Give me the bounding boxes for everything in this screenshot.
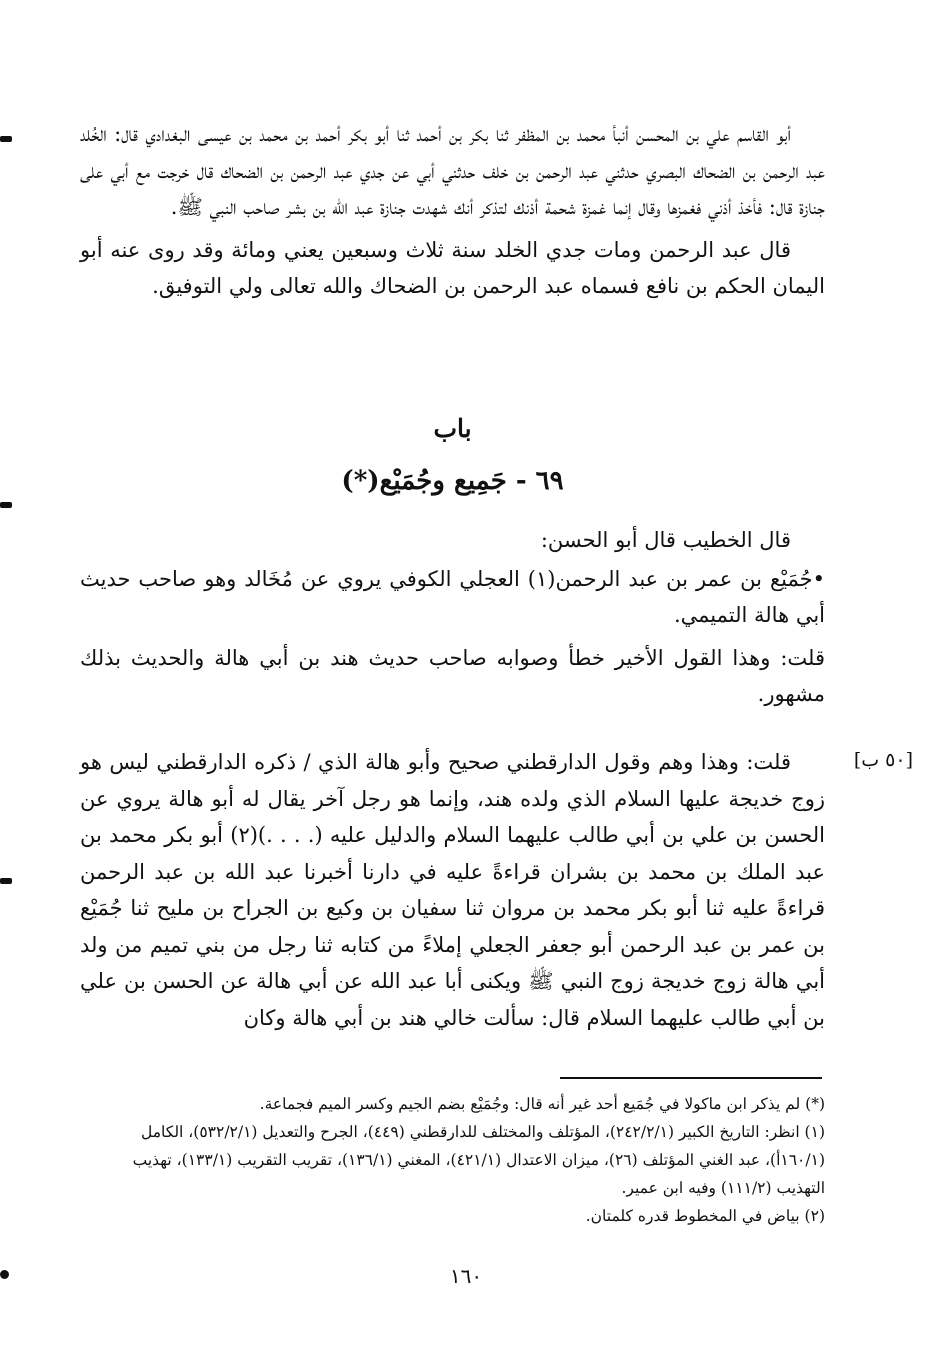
paragraph: قلت: وهذا القول الأخير خطأ وصوابه صاحب حديث هند بن أبي هالة والحديث بذلك مشهور. [80,645,826,706]
footnotes [80,1090,825,1230]
paragraph: أبو القاسم علي بن المحسن أنبأ محمد بن المظفر ثنا بكر بن أحمد ثنا أبو بكر أحمد بن محمد بن عيسى البغدادي قال: الخُلد عبد الرحمن بن الضحاك البصري حدثني عبد الرحمن بن خلف حدثني أبي عن جدي عبد الرحمن بن الضحاك قال خرجت مع أبي على جنازة قال: فأخذ أذني فغمزها وقال إنما غمزة شحمة أذنك لتذكر أنك شهدت جنازة عبد الله بن بشر صاحب النبي ﷺ. [80,122,825,219]
folio-marker: [٥٠ ب] [853,749,913,771]
bottom-text-block [80,744,825,1036]
footnote: (*) لم يذكر ابن ماكولا في جُمَيع أحد غير أنه قال: وجُمَيْع بضم الجيم وكسر الميم فجماعة. [259,1095,825,1113]
paragraph: قال الخطيب قال أبو الحسن: [540,528,791,552]
paragraph: قلت: وهذا وهم وقول الدارقطني صحيح وأبو هالة الذي / ذكره الدارقطني ليس هو زوج خديجة عليها السلام الذي ولده هند، وإنما هو رجل آخر يقال له أبو هالة يروي عن الحسن بن علي بن أبي طالب عليهما السلام والدليل عليه (. . . .)(٢) أبو بكر محمد بن عبد الملك بن محمد بن بشران قراءةً عليه في دارنا أخبرنا عبد الله بن عبد الرحمن قراءةً عليه ثنا أبو بكر محمد بن مروان ثنا سفيان بن وكيع بن الجراح بن مليح ثنا جُمَيْع بن عمر بن عبد الرحمن أبو جعفر الجعلي إملاءً من كتابه ثنا رجل من بني تميم من ولد أبي هالة زوج خديجة زوج النبي ﷺ ويكنى أبا عبد الله عن أبي هالة عن الحسن بن علي بن أبي طالب عليهما السلام قال: سألت خالي هند بن أبي هالة وكان [80,750,825,1030]
entry-title: ٦٩ - جَمِيع وجُمَيْع(*) [341,466,564,496]
paragraph: قال عبد الرحمن ومات جدي الخلد سنة ثلاث وسبعين يعني ومائة وقد روى عنه أبو اليمان الحكم بن نافع فسماه عبد الرحمن بن الضحاك والله تعالى ولي التوفيق. [80,237,825,298]
footnote: (١) انظر: التاريخ الكبير (٢٤٢/٢/١)، المؤتلف والمختلف للدارقطني (٤٤٩)، الجرح والتعديل (٥٣٢/٢/١)، الكامل (١٦٠/١أ)، عبد الغني المؤتلف (٢٦)، ميزان الاعتدال (٤٢١/١)، المغني (١٣٦/١)، تقريب التقريب (١٣٣/١)، تهذيب التهذيب (١١١/٢) وفيه ابن عمير. [132,1123,825,1197]
margin-mark [0,502,12,508]
margin-mark [0,878,12,884]
margin-mark [0,136,12,142]
top-text-block [80,116,825,305]
section-heading-bab: باب [433,414,472,443]
middle-text-block [80,522,825,713]
footnote: (٢) بياض في المخطوط قدره كلمتان. [585,1207,825,1225]
footnote-separator [560,1077,822,1079]
page-number: ١٦٠ [449,1264,483,1288]
paragraph: •جُمَيْع بن عمر بن عبد الرحمن(١) العجلي الكوفي يروي عن مُخَالد وهو صاحب حديث أبي هالة التميمي. [80,566,825,627]
